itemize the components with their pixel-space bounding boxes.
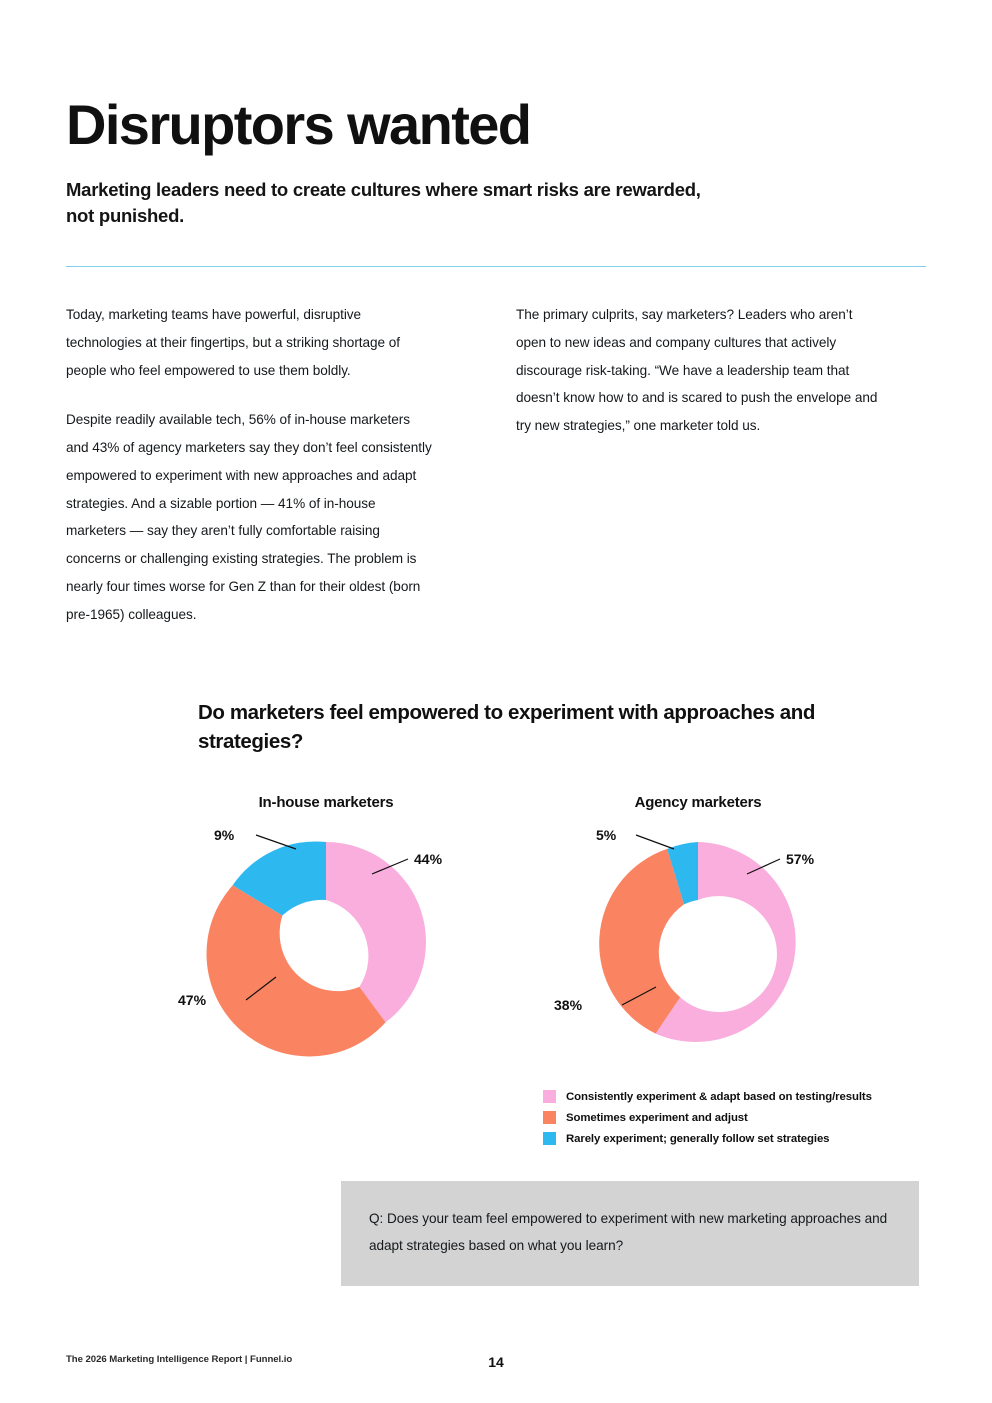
legend-swatch-icon [543,1132,556,1145]
leader-line-agency-5 [636,835,674,849]
legend-swatch-icon [543,1111,556,1124]
legend-item [543,1090,926,1103]
slice-agency-sometimes [599,849,684,1034]
body-column-left [66,301,434,650]
legend-label: Rarely experiment; generally follow set strategies [566,1132,830,1145]
callout-in-house-47: 47% [178,992,207,1009]
page-footer [66,1354,926,1370]
body-column-right [516,301,884,650]
chart-legend [198,1090,926,1145]
page-subtitle: Marketing leaders need to create cultures where smart risks are rewarded, not punished. [66,178,701,227]
paragraph-left-2: Despite readily available tech, 56% of in-house marketers and 43% of agency marketers say they don’t feel consistently empowered to experiment with new approaches and adapt strategies. And a sizable portion — 41% of in-house marketers — say they aren’t fully comfortable raising concerns or challenging existing strategies. The problem is nearly four times worse for Gen Z than for their oldest (born pre-1965) colleagues. [66,412,432,622]
body-columns [66,301,926,650]
donut-chart-agency [508,794,888,1057]
legend-swatch-icon [543,1090,556,1103]
chart-title: Do marketers feel empowered to experiment with approaches and strategies? [198,701,815,754]
callout-agency-57: 57% [786,851,815,868]
page-title: Disruptors wanted [66,93,531,156]
callout-agency-5: 5% [596,827,617,844]
callout-in-house-9: 9% [214,827,235,844]
footer-page-number: 14 [488,1354,504,1370]
question-text: Q: Does your team feel empowered to experiment with new marketing approaches and adapt strategies based on what you learn? [369,1211,888,1253]
callout-in-house-44: 44% [414,851,443,868]
legend-label: Consistently experiment & adapt based on testing/results [566,1090,872,1103]
paragraph-left-1: Today, marketing teams have powerful, disruptive technologies at their fingertips, but a striking shortage of people who feel empowered to use them boldly. [66,307,401,378]
donut-svg-in-house [136,827,516,1057]
callout-agency-38: 38% [554,997,583,1014]
leader-line-in-house-9 [256,835,296,849]
paragraph-right-1: The primary culprits, say marketers? Leaders who aren’t open to new ideas and company cultures that actively discourage risk-taking. “We have a leadership team that doesn’t know how to and is scared to push the envelope and try new strategies,” one marketer told us. [516,307,878,434]
divider [66,266,926,267]
legend-item [543,1111,926,1124]
donut-chart-agency-label: Agency marketers [634,794,762,812]
footer-source: The 2026 Marketing Intelligence Report | Funnel.io [66,1354,293,1365]
donut-chart-in-house-label: In-house marketers [258,794,394,812]
chart-section [66,698,926,1286]
donut-chart-in-house [136,794,516,1057]
donut-svg-agency [508,827,888,1057]
legend-label: Sometimes experiment and adjust [566,1111,748,1124]
donut-charts [178,794,926,1064]
question-callout-box [341,1181,919,1286]
legend-item [543,1132,926,1145]
